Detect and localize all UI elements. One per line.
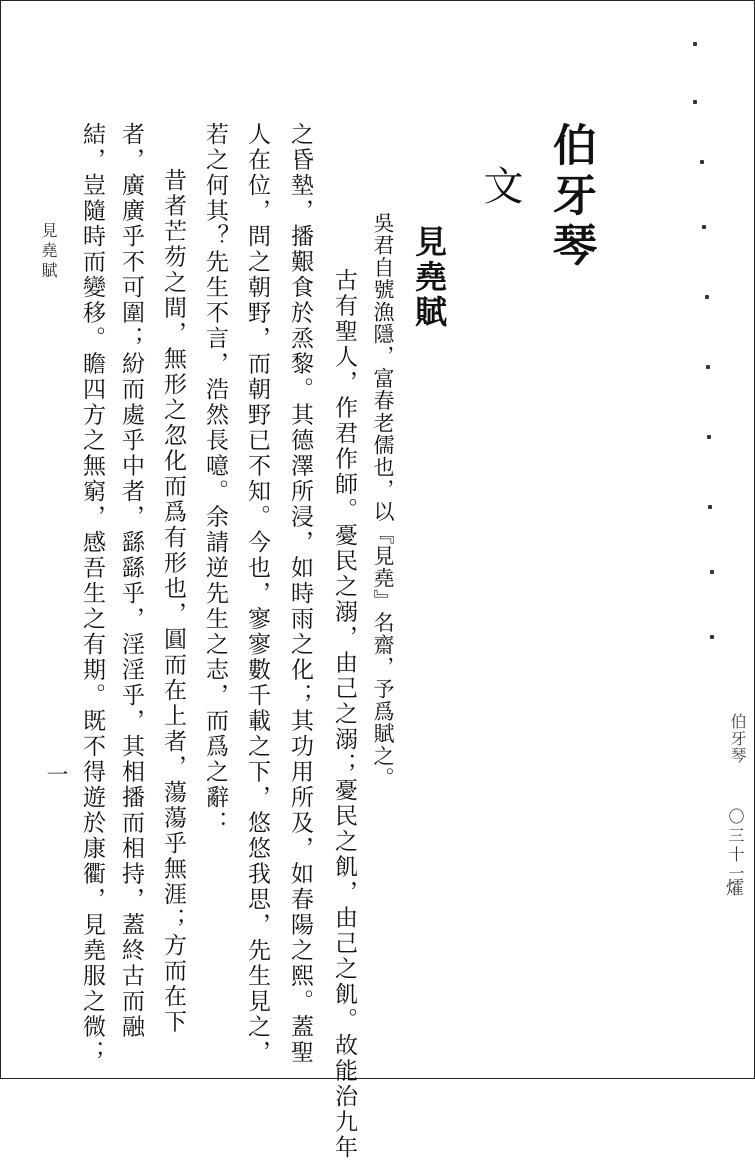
running-header-mark: 㸌 <box>723 878 744 896</box>
binding-hole-mark <box>693 100 697 104</box>
running-footer-title: 見堯賦 <box>39 222 58 282</box>
preface-note: 吳君自號漁隱，富春老儒也，以『見堯』名齋，予爲賦之。 <box>371 212 395 790</box>
binding-hole-mark <box>700 160 704 164</box>
text-column: 之昏墊，播艱食於烝黎。其德澤所浸，如時雨之化；其功用所及，如春陽之熙。蓋聖 <box>287 122 313 1066</box>
text-column: 昔者芒芴之間，無形之忽化而爲有形也，圓而在上者，蕩蕩乎無涯；方而在下 <box>160 168 186 1035</box>
binding-hole-mark <box>706 365 710 369</box>
text-column: 人在位，問之朝野，而朝野已不知。今也，寥寥數千載之下，悠悠我思，先生見之， <box>244 122 270 1066</box>
text-column: 若之何其？先生不言，浩然長噫。余請逆先生之志，而爲之辭： <box>202 122 228 836</box>
binding-hole-mark <box>710 570 714 574</box>
binding-hole-mark <box>702 225 706 229</box>
binding-hole-mark <box>707 435 711 439</box>
binding-hole-mark <box>705 295 709 299</box>
footer-page-number: 一 <box>43 763 68 785</box>
piece-title: 見堯賦 <box>410 225 448 330</box>
binding-hole-mark <box>710 635 714 639</box>
text-column: 古有聖人，作君作師。憂民之溺，由己之溺；憂民之飢，由己之飢。故能治九年 <box>331 268 357 1161</box>
binding-hole-mark <box>693 42 697 46</box>
section-label: 文 <box>477 165 523 205</box>
running-header-page-number: 〇三十一 <box>726 808 745 884</box>
text-column: 結，豈隨時而變移。瞻四方之無窮，感吾生之有期。既不得遊於康衢，見堯服之微； <box>79 122 105 1066</box>
book-title: 伯牙琴 <box>545 122 596 272</box>
running-header-title: 伯牙琴 <box>728 713 747 764</box>
binding-hole-mark <box>708 505 712 509</box>
text-column: 者，廣廣乎不可圍；紛而處乎中者，繇繇乎，淫淫乎，其相播而相持，蓋終古而融 <box>118 122 144 1040</box>
